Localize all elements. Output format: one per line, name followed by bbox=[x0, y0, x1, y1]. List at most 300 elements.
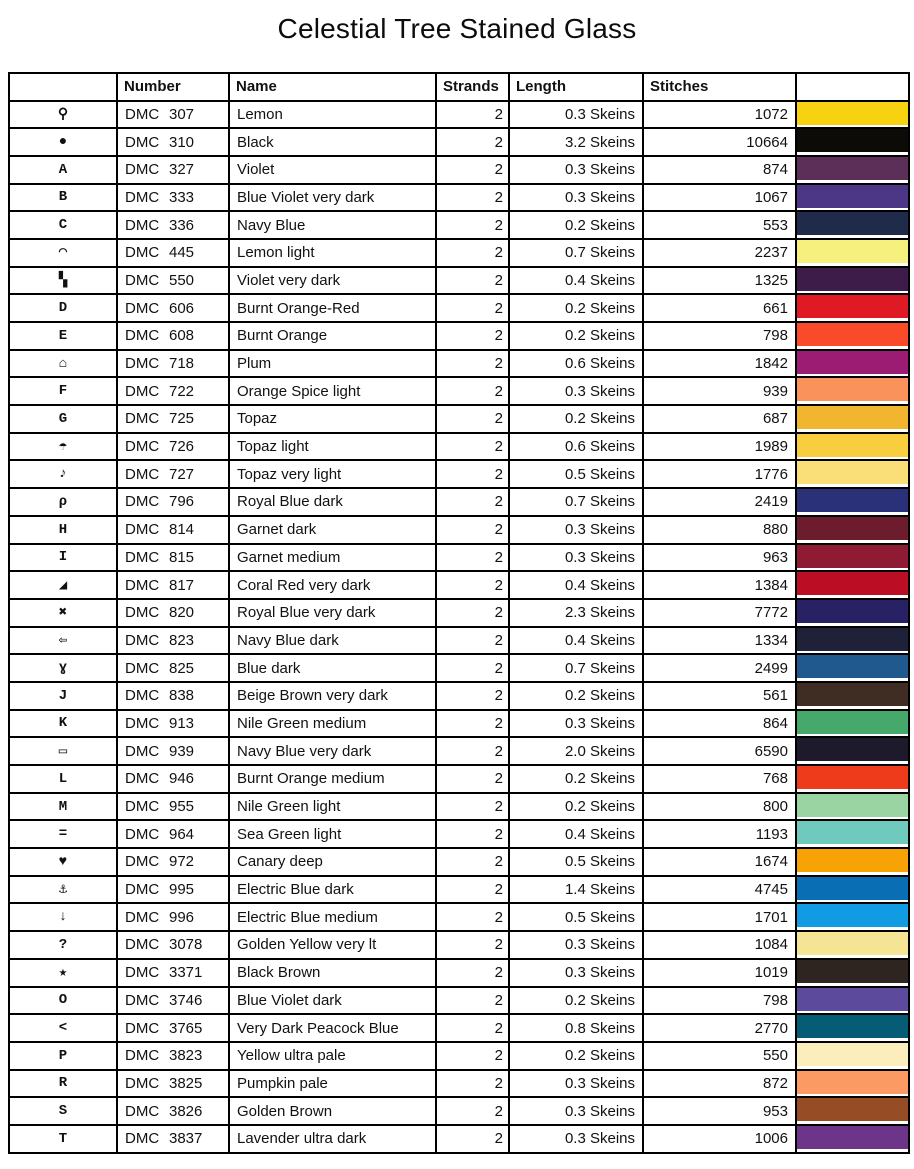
brand-label: DMC bbox=[125, 465, 160, 483]
stitches-cell: 1325 bbox=[643, 267, 796, 295]
stitches-cell: 880 bbox=[643, 516, 796, 544]
floss-code: 3825 bbox=[169, 1074, 203, 1092]
length-cell: 0.4 Skeins bbox=[509, 627, 643, 655]
color-name-cell: Orange Spice light bbox=[229, 377, 436, 405]
table-row bbox=[9, 267, 909, 295]
brand-label: DMC bbox=[125, 382, 160, 400]
color-swatch-cell bbox=[796, 654, 909, 682]
floss-code: 445 bbox=[169, 244, 195, 262]
color-swatch bbox=[797, 821, 908, 844]
color-name-cell: Electric Blue dark bbox=[229, 876, 436, 904]
magnifier-like-symbol: ρ bbox=[9, 488, 117, 516]
color-swatch bbox=[797, 738, 908, 761]
floss-code: 995 bbox=[169, 881, 195, 899]
table-row bbox=[9, 377, 909, 405]
brand-label: DMC bbox=[125, 1074, 160, 1092]
brand-label: DMC bbox=[125, 770, 160, 788]
number-cell bbox=[117, 516, 229, 544]
color-name-cell: Coral Red very dark bbox=[229, 571, 436, 599]
stitches-cell: 1334 bbox=[643, 627, 796, 655]
brand-label: DMC bbox=[125, 1047, 160, 1065]
letter-f-symbol: F bbox=[9, 377, 117, 405]
color-swatch-cell bbox=[796, 793, 909, 821]
color-swatch-cell bbox=[796, 128, 909, 156]
color-swatch-cell bbox=[796, 765, 909, 793]
letter-g-symbol: G bbox=[9, 405, 117, 433]
floss-code: 964 bbox=[169, 825, 195, 843]
color-swatch bbox=[797, 129, 908, 152]
number-cell bbox=[117, 987, 229, 1015]
length-cell: 0.2 Skeins bbox=[509, 682, 643, 710]
length-cell: 0.2 Skeins bbox=[509, 211, 643, 239]
equals-symbol: = bbox=[9, 820, 117, 848]
color-swatch-cell bbox=[796, 267, 909, 295]
strands-cell: 2 bbox=[436, 544, 509, 572]
strands-cell: 2 bbox=[436, 184, 509, 212]
floss-code: 825 bbox=[169, 659, 195, 677]
length-cell: 0.3 Skeins bbox=[509, 959, 643, 987]
color-swatch bbox=[797, 461, 908, 484]
stitches-cell: 872 bbox=[643, 1070, 796, 1098]
floss-code: 996 bbox=[169, 908, 195, 926]
color-name-cell: Burnt Orange bbox=[229, 322, 436, 350]
color-swatch bbox=[797, 1015, 908, 1038]
table-row bbox=[9, 239, 909, 267]
strands-cell: 2 bbox=[436, 710, 509, 738]
length-cell: 0.4 Skeins bbox=[509, 571, 643, 599]
brand-label: DMC bbox=[125, 161, 160, 179]
brand-label: DMC bbox=[125, 714, 160, 732]
table-header bbox=[9, 73, 909, 101]
number-cell bbox=[117, 405, 229, 433]
brand-label: DMC bbox=[125, 964, 160, 982]
floss-code: 815 bbox=[169, 548, 195, 566]
table-row bbox=[9, 765, 909, 793]
rectangle-outline-symbol: ▭ bbox=[9, 737, 117, 765]
floss-code: 913 bbox=[169, 714, 195, 732]
color-name-cell: Pumpkin pale bbox=[229, 1070, 436, 1098]
number-cell bbox=[117, 737, 229, 765]
color-swatch bbox=[797, 711, 908, 734]
table-row bbox=[9, 682, 909, 710]
color-name-cell: Violet bbox=[229, 156, 436, 184]
color-swatch bbox=[797, 351, 908, 374]
number-cell bbox=[117, 876, 229, 904]
color-name-cell: Blue Violet dark bbox=[229, 987, 436, 1015]
strands-cell: 2 bbox=[436, 350, 509, 378]
floss-code: 327 bbox=[169, 161, 195, 179]
strands-cell: 2 bbox=[436, 627, 509, 655]
color-name-cell: Navy Blue dark bbox=[229, 627, 436, 655]
strands-cell: 2 bbox=[436, 239, 509, 267]
color-swatch-cell bbox=[796, 211, 909, 239]
color-swatch bbox=[797, 240, 908, 263]
table-row bbox=[9, 211, 909, 239]
number-cell bbox=[117, 211, 229, 239]
header-row bbox=[9, 73, 909, 101]
color-name-cell: Topaz very light bbox=[229, 460, 436, 488]
number-cell bbox=[117, 350, 229, 378]
number-cell bbox=[117, 322, 229, 350]
number-cell bbox=[117, 544, 229, 572]
heavy-x-symbol: ✖ bbox=[9, 599, 117, 627]
letter-t-symbol: T bbox=[9, 1125, 117, 1153]
color-name-cell: Blue dark bbox=[229, 654, 436, 682]
table-row bbox=[9, 101, 909, 129]
table-row bbox=[9, 322, 909, 350]
microphone-symbol: ⚲ bbox=[9, 101, 117, 129]
stitches-cell: 2499 bbox=[643, 654, 796, 682]
stitches-cell: 1842 bbox=[643, 350, 796, 378]
letter-a-symbol: A bbox=[9, 156, 117, 184]
table-row bbox=[9, 433, 909, 461]
color-swatch bbox=[797, 655, 908, 678]
length-cell: 0.6 Skeins bbox=[509, 433, 643, 461]
left-arrow-symbol: ⇦ bbox=[9, 627, 117, 655]
header-name: Name bbox=[229, 73, 436, 101]
table-row bbox=[9, 516, 909, 544]
number-cell bbox=[117, 156, 229, 184]
color-swatch-cell bbox=[796, 903, 909, 931]
brand-label: DMC bbox=[125, 659, 160, 677]
color-name-cell: Lemon bbox=[229, 101, 436, 129]
brand-label: DMC bbox=[125, 355, 160, 373]
stitches-cell: 1384 bbox=[643, 571, 796, 599]
note-like-symbol: ♪ bbox=[9, 460, 117, 488]
length-cell: 0.3 Skeins bbox=[509, 1097, 643, 1125]
strands-cell: 2 bbox=[436, 599, 509, 627]
down-arrow-symbol: ↓ bbox=[9, 903, 117, 931]
length-cell: 0.4 Skeins bbox=[509, 267, 643, 295]
number-cell bbox=[117, 765, 229, 793]
less-than-symbol: < bbox=[9, 1014, 117, 1042]
stitches-cell: 1019 bbox=[643, 959, 796, 987]
table-row bbox=[9, 156, 909, 184]
floss-code: 3371 bbox=[169, 964, 203, 982]
color-swatch bbox=[797, 268, 908, 291]
color-name-cell: Royal Blue dark bbox=[229, 488, 436, 516]
letter-j-symbol: J bbox=[9, 682, 117, 710]
color-name-cell: Navy Blue bbox=[229, 211, 436, 239]
number-cell bbox=[117, 433, 229, 461]
brand-label: DMC bbox=[125, 853, 160, 871]
stitches-cell: 864 bbox=[643, 710, 796, 738]
floss-code: 310 bbox=[169, 133, 195, 151]
table-row bbox=[9, 350, 909, 378]
floss-code: 817 bbox=[169, 576, 195, 594]
question-mark-symbol: ? bbox=[9, 931, 117, 959]
brand-label: DMC bbox=[125, 1019, 160, 1037]
color-name-cell: Garnet medium bbox=[229, 544, 436, 572]
brand-label: DMC bbox=[125, 133, 160, 151]
color-swatch-cell bbox=[796, 876, 909, 904]
length-cell: 0.3 Skeins bbox=[509, 544, 643, 572]
stitches-cell: 553 bbox=[643, 211, 796, 239]
brand-label: DMC bbox=[125, 521, 160, 539]
stitches-cell: 1084 bbox=[643, 931, 796, 959]
number-cell bbox=[117, 1070, 229, 1098]
length-cell: 0.2 Skeins bbox=[509, 294, 643, 322]
floss-code: 722 bbox=[169, 382, 195, 400]
strands-cell: 2 bbox=[436, 516, 509, 544]
color-swatch-cell bbox=[796, 710, 909, 738]
floss-code: 3837 bbox=[169, 1130, 203, 1148]
header-symbol bbox=[9, 73, 117, 101]
floss-code: 3823 bbox=[169, 1047, 203, 1065]
floss-code: 718 bbox=[169, 355, 195, 373]
color-swatch-cell bbox=[796, 516, 909, 544]
color-swatch-cell bbox=[796, 959, 909, 987]
letter-l-symbol: L bbox=[9, 765, 117, 793]
number-cell bbox=[117, 1014, 229, 1042]
color-swatch-cell bbox=[796, 627, 909, 655]
color-swatch-cell bbox=[796, 599, 909, 627]
header-color bbox=[796, 73, 909, 101]
stitches-cell: 800 bbox=[643, 793, 796, 821]
color-name-cell: Navy Blue very dark bbox=[229, 737, 436, 765]
color-swatch-cell bbox=[796, 737, 909, 765]
color-swatch bbox=[797, 988, 908, 1011]
color-swatch bbox=[797, 157, 908, 180]
strands-cell: 2 bbox=[436, 405, 509, 433]
color-name-cell: Topaz bbox=[229, 405, 436, 433]
length-cell: 0.2 Skeins bbox=[509, 765, 643, 793]
stitches-cell: 7772 bbox=[643, 599, 796, 627]
number-cell bbox=[117, 627, 229, 655]
length-cell: 0.2 Skeins bbox=[509, 1042, 643, 1070]
strands-cell: 2 bbox=[436, 267, 509, 295]
table-row bbox=[9, 488, 909, 516]
color-name-cell: Lavender ultra dark bbox=[229, 1125, 436, 1153]
strands-cell: 2 bbox=[436, 903, 509, 931]
number-cell bbox=[117, 793, 229, 821]
color-swatch-cell bbox=[796, 322, 909, 350]
number-cell bbox=[117, 710, 229, 738]
stitches-cell: 2419 bbox=[643, 488, 796, 516]
floss-code: 939 bbox=[169, 742, 195, 760]
brand-label: DMC bbox=[125, 825, 160, 843]
filled-circle-symbol: ● bbox=[9, 128, 117, 156]
stitches-cell: 4745 bbox=[643, 876, 796, 904]
length-cell: 0.3 Skeins bbox=[509, 1070, 643, 1098]
floss-code: 796 bbox=[169, 493, 195, 511]
header-stitches: Stitches bbox=[643, 73, 796, 101]
strands-cell: 2 bbox=[436, 377, 509, 405]
number-cell bbox=[117, 654, 229, 682]
stitches-cell: 561 bbox=[643, 682, 796, 710]
number-cell bbox=[117, 101, 229, 129]
letter-m-symbol: M bbox=[9, 793, 117, 821]
color-swatch-cell bbox=[796, 460, 909, 488]
number-cell bbox=[117, 820, 229, 848]
strands-cell: 2 bbox=[436, 1125, 509, 1153]
stitches-cell: 2237 bbox=[643, 239, 796, 267]
star-symbol: ★ bbox=[9, 959, 117, 987]
table-row bbox=[9, 710, 909, 738]
color-swatch-cell bbox=[796, 350, 909, 378]
strands-cell: 2 bbox=[436, 433, 509, 461]
color-name-cell: Very Dark Peacock Blue bbox=[229, 1014, 436, 1042]
color-name-cell: Golden Yellow very lt bbox=[229, 931, 436, 959]
table-row bbox=[9, 931, 909, 959]
number-cell bbox=[117, 377, 229, 405]
floss-code: 972 bbox=[169, 853, 195, 871]
diagonal-squares-symbol: ▚ bbox=[9, 267, 117, 295]
length-cell: 0.2 Skeins bbox=[509, 405, 643, 433]
table-row bbox=[9, 1125, 909, 1153]
length-cell: 3.2 Skeins bbox=[509, 128, 643, 156]
stitches-cell: 768 bbox=[643, 765, 796, 793]
strands-cell: 2 bbox=[436, 876, 509, 904]
floss-code: 608 bbox=[169, 327, 195, 345]
strands-cell: 2 bbox=[436, 793, 509, 821]
color-swatch bbox=[797, 572, 908, 595]
brand-label: DMC bbox=[125, 1102, 160, 1120]
table-row bbox=[9, 848, 909, 876]
stitches-cell: 1989 bbox=[643, 433, 796, 461]
color-name-cell: Beige Brown very dark bbox=[229, 682, 436, 710]
table-row bbox=[9, 128, 909, 156]
table-row bbox=[9, 820, 909, 848]
floss-code: 307 bbox=[169, 105, 195, 123]
number-cell bbox=[117, 128, 229, 156]
table-row bbox=[9, 184, 909, 212]
color-swatch bbox=[797, 932, 908, 955]
color-name-cell: Sea Green light bbox=[229, 820, 436, 848]
color-name-cell: Blue Violet very dark bbox=[229, 184, 436, 212]
color-swatch-cell bbox=[796, 1125, 909, 1153]
color-swatch bbox=[797, 517, 908, 540]
color-swatch-cell bbox=[796, 571, 909, 599]
table-row bbox=[9, 294, 909, 322]
number-cell bbox=[117, 599, 229, 627]
brand-label: DMC bbox=[125, 742, 160, 760]
table-row bbox=[9, 987, 909, 1015]
number-cell bbox=[117, 239, 229, 267]
floss-code: 3078 bbox=[169, 936, 203, 954]
brand-label: DMC bbox=[125, 798, 160, 816]
table-body bbox=[9, 101, 909, 1153]
stitches-cell: 953 bbox=[643, 1097, 796, 1125]
color-swatch bbox=[797, 877, 908, 900]
strands-cell: 2 bbox=[436, 737, 509, 765]
letter-k-symbol: K bbox=[9, 710, 117, 738]
stitches-cell: 1674 bbox=[643, 848, 796, 876]
header-strands: Strands bbox=[436, 73, 509, 101]
strands-cell: 2 bbox=[436, 848, 509, 876]
floss-code: 727 bbox=[169, 465, 195, 483]
color-swatch bbox=[797, 628, 908, 651]
color-swatch bbox=[797, 1043, 908, 1066]
number-cell bbox=[117, 460, 229, 488]
stitches-cell: 2770 bbox=[643, 1014, 796, 1042]
table-row bbox=[9, 571, 909, 599]
stitches-cell: 1701 bbox=[643, 903, 796, 931]
length-cell: 0.3 Skeins bbox=[509, 1125, 643, 1153]
table-row bbox=[9, 903, 909, 931]
table-row bbox=[9, 793, 909, 821]
color-swatch bbox=[797, 794, 908, 817]
stitches-cell: 874 bbox=[643, 156, 796, 184]
color-name-cell: Royal Blue very dark bbox=[229, 599, 436, 627]
letter-d-symbol: D bbox=[9, 294, 117, 322]
length-cell: 0.4 Skeins bbox=[509, 820, 643, 848]
color-name-cell: Lemon light bbox=[229, 239, 436, 267]
strands-cell: 2 bbox=[436, 460, 509, 488]
color-swatch-cell bbox=[796, 184, 909, 212]
length-cell: 0.3 Skeins bbox=[509, 931, 643, 959]
brand-label: DMC bbox=[125, 631, 160, 649]
number-cell bbox=[117, 682, 229, 710]
length-cell: 0.7 Skeins bbox=[509, 239, 643, 267]
strands-cell: 2 bbox=[436, 654, 509, 682]
length-cell: 2.3 Skeins bbox=[509, 599, 643, 627]
stitches-cell: 10664 bbox=[643, 128, 796, 156]
stitches-cell: 1776 bbox=[643, 460, 796, 488]
strands-cell: 2 bbox=[436, 128, 509, 156]
brand-label: DMC bbox=[125, 991, 160, 1009]
arc-with-dot-symbol: ◠ bbox=[9, 239, 117, 267]
number-cell bbox=[117, 848, 229, 876]
table-row bbox=[9, 1014, 909, 1042]
color-swatch-cell bbox=[796, 294, 909, 322]
floss-code: 814 bbox=[169, 521, 195, 539]
header-length: Length bbox=[509, 73, 643, 101]
strands-cell: 2 bbox=[436, 156, 509, 184]
color-swatch bbox=[797, 849, 908, 872]
stitches-cell: 687 bbox=[643, 405, 796, 433]
length-cell: 0.5 Skeins bbox=[509, 903, 643, 931]
color-name-cell: Nile Green light bbox=[229, 793, 436, 821]
brand-label: DMC bbox=[125, 576, 160, 594]
brand-label: DMC bbox=[125, 188, 160, 206]
color-swatch bbox=[797, 1126, 908, 1149]
length-cell: 0.8 Skeins bbox=[509, 1014, 643, 1042]
color-swatch bbox=[797, 960, 908, 983]
brand-label: DMC bbox=[125, 216, 160, 234]
length-cell: 0.3 Skeins bbox=[509, 377, 643, 405]
color-swatch bbox=[797, 406, 908, 429]
heart-symbol: ♥ bbox=[9, 848, 117, 876]
brand-label: DMC bbox=[125, 244, 160, 262]
length-cell: 0.5 Skeins bbox=[509, 848, 643, 876]
number-cell bbox=[117, 571, 229, 599]
brand-label: DMC bbox=[125, 881, 160, 899]
letter-i-symbol: I bbox=[9, 544, 117, 572]
number-cell bbox=[117, 959, 229, 987]
color-swatch bbox=[797, 1071, 908, 1094]
strands-cell: 2 bbox=[436, 1014, 509, 1042]
strands-cell: 2 bbox=[436, 682, 509, 710]
brand-label: DMC bbox=[125, 1130, 160, 1148]
floss-code: 3746 bbox=[169, 991, 203, 1009]
brand-label: DMC bbox=[125, 493, 160, 511]
table-row bbox=[9, 1042, 909, 1070]
header-number: Number bbox=[117, 73, 229, 101]
length-cell: 0.2 Skeins bbox=[509, 322, 643, 350]
color-swatch-cell bbox=[796, 544, 909, 572]
color-swatch bbox=[797, 766, 908, 789]
color-name-cell: Black bbox=[229, 128, 436, 156]
color-swatch bbox=[797, 489, 908, 512]
strands-cell: 2 bbox=[436, 820, 509, 848]
brand-label: DMC bbox=[125, 604, 160, 622]
number-cell bbox=[117, 1097, 229, 1125]
floss-code: 3826 bbox=[169, 1102, 203, 1120]
strands-cell: 2 bbox=[436, 987, 509, 1015]
length-cell: 0.2 Skeins bbox=[509, 793, 643, 821]
strands-cell: 2 bbox=[436, 322, 509, 350]
